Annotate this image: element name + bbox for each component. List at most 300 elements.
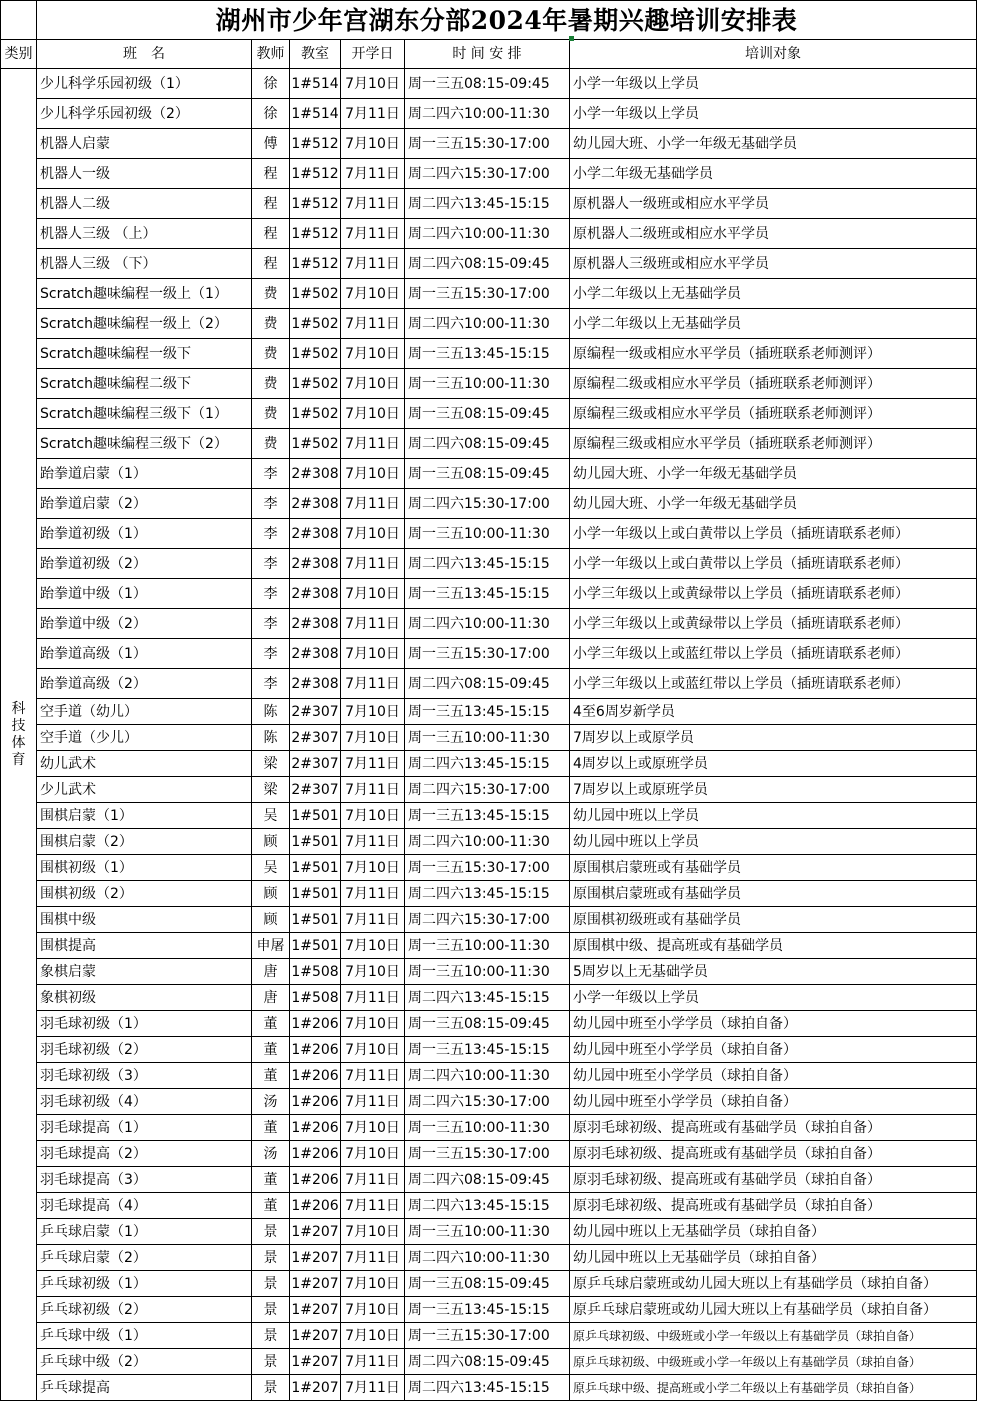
teacher-cell: 申屠 [252,933,290,959]
start-date-cell: 7月11日 [341,549,405,579]
teacher-cell: 徐 [252,99,290,129]
start-date-cell: 7月10日 [341,855,405,881]
start-date-cell: 7月11日 [341,429,405,459]
time-cell: 周一三五08:15-09:45 [405,1271,570,1297]
class-name-cell: 羽毛球提高（2） [37,1141,252,1167]
target-cell: 幼儿园中班以上学员 [570,829,977,855]
start-date-cell: 7月10日 [341,1037,405,1063]
start-date-cell: 7月10日 [341,129,405,159]
title-row [1,1,977,40]
class-name-cell: 乒乓球中级（2） [37,1349,252,1375]
table-row [1,881,977,907]
cell-comment-marker [569,36,574,41]
target-cell: 幼儿园大班、小学一年级无基础学员 [570,489,977,519]
class-name-cell: 象棋启蒙 [37,959,252,985]
table-row [1,803,977,829]
room-cell: 2#307 [290,751,341,777]
class-name-cell: 羽毛球初级（2） [37,1037,252,1063]
teacher-cell: 傅 [252,129,290,159]
table-row [1,1219,977,1245]
table-row [1,459,977,489]
target-cell: 原乒乓球初级、中级班或小学一年级以上有基础学员（球拍自备） [570,1323,977,1349]
target-cell: 小学二年级以上无基础学员 [570,309,977,339]
teacher-cell: 顾 [252,881,290,907]
teacher-cell: 吴 [252,803,290,829]
table-row [1,189,977,219]
room-cell: 2#308 [290,459,341,489]
room-cell: 1#512 [290,189,341,219]
target-cell: 幼儿园中班以上无基础学员（球拍自备） [570,1219,977,1245]
class-name-cell: 跆拳道中级（2） [37,609,252,639]
start-date-cell: 7月11日 [341,219,405,249]
class-name-cell: 机器人二级 [37,189,252,219]
time-cell: 周二四六13:45-15:15 [405,549,570,579]
time-cell: 周二四六08:15-09:45 [405,1167,570,1193]
time-cell: 周二四六13:45-15:15 [405,751,570,777]
start-date-cell: 7月10日 [341,1141,405,1167]
class-name-cell: 乒乓球中级（1） [37,1323,252,1349]
start-date-cell: 7月11日 [341,1167,405,1193]
room-cell: 1#502 [290,339,341,369]
time-cell: 周一三五08:15-09:45 [405,69,570,99]
teacher-cell: 景 [252,1297,290,1323]
time-cell: 周二四六10:00-11:30 [405,1245,570,1271]
start-date-cell: 7月11日 [341,1089,405,1115]
class-name-cell: 幼儿武术 [37,751,252,777]
teacher-cell: 程 [252,219,290,249]
table-row [1,159,977,189]
time-cell: 周二四六13:45-15:15 [405,189,570,219]
class-name-cell: Scratch趣味编程一级下 [37,339,252,369]
class-name-cell: 围棋初级（1） [37,855,252,881]
time-cell: 周二四六13:45-15:15 [405,1193,570,1219]
time-cell: 周二四六15:30-17:00 [405,489,570,519]
target-cell: 原羽毛球初级、提高班或有基础学员（球拍自备） [570,1115,977,1141]
teacher-cell: 吴 [252,855,290,881]
class-name-cell: 围棋启蒙（2） [37,829,252,855]
teacher-cell: 费 [252,309,290,339]
target-cell: 原乒乓球启蒙班或幼儿园大班以上有基础学员（球拍自备） [570,1271,977,1297]
header-start-date: 开学日 [341,40,405,69]
target-cell: 7周岁以上或原班学员 [570,777,977,803]
table-row [1,907,977,933]
table-row [1,489,977,519]
teacher-cell: 景 [252,1323,290,1349]
room-cell: 2#308 [290,519,341,549]
room-cell: 2#308 [290,639,341,669]
room-cell: 1#501 [290,829,341,855]
teacher-cell: 汤 [252,1089,290,1115]
class-name-cell: Scratch趣味编程三级下（2） [37,429,252,459]
room-cell: 1#206 [290,1141,341,1167]
time-cell: 周二四六10:00-11:30 [405,609,570,639]
table-row [1,69,977,99]
time-cell: 周二四六10:00-11:30 [405,829,570,855]
start-date-cell: 7月11日 [341,1193,405,1219]
target-cell: 幼儿园中班至小学学员（球拍自备） [570,1037,977,1063]
page-title: 湖州市少年宫湖东分部2024年暑期兴趣培训安排表 [37,1,977,40]
start-date-cell: 7月11日 [341,985,405,1011]
room-cell: 1#207 [290,1375,341,1401]
teacher-cell: 唐 [252,959,290,985]
teacher-cell: 唐 [252,985,290,1011]
teacher-cell: 董 [252,1193,290,1219]
room-cell: 1#508 [290,985,341,1011]
class-name-cell: 跆拳道中级（1） [37,579,252,609]
teacher-cell: 梁 [252,751,290,777]
class-name-cell: 少儿武术 [37,777,252,803]
table-row [1,1037,977,1063]
table-row [1,1297,977,1323]
start-date-cell: 7月11日 [341,751,405,777]
teacher-cell: 汤 [252,1141,290,1167]
room-cell: 1#206 [290,1089,341,1115]
table-row [1,549,977,579]
time-cell: 周二四六15:30-17:00 [405,159,570,189]
class-name-cell: Scratch趣味编程一级上（1） [37,279,252,309]
start-date-cell: 7月11日 [341,777,405,803]
class-name-cell: 乒乓球初级（2） [37,1297,252,1323]
start-date-cell: 7月10日 [341,519,405,549]
table-row [1,639,977,669]
start-date-cell: 7月10日 [341,1271,405,1297]
start-date-cell: 7月11日 [341,99,405,129]
class-name-cell: 围棋中级 [37,907,252,933]
time-cell: 周二四六15:30-17:00 [405,1089,570,1115]
target-cell: 幼儿园中班以上学员 [570,803,977,829]
room-cell: 2#308 [290,609,341,639]
table-row [1,855,977,881]
room-cell: 2#307 [290,725,341,751]
table-row [1,1141,977,1167]
start-date-cell: 7月10日 [341,959,405,985]
start-date-cell: 7月10日 [341,933,405,959]
table-row [1,1193,977,1219]
teacher-cell: 李 [252,609,290,639]
start-date-cell: 7月10日 [341,459,405,489]
teacher-cell: 费 [252,399,290,429]
table-row [1,1063,977,1089]
time-cell: 周一三五10:00-11:30 [405,369,570,399]
table-row [1,279,977,309]
target-cell: 原乒乓球启蒙班或幼儿园大班以上有基础学员（球拍自备） [570,1297,977,1323]
class-name-cell: 羽毛球初级（3） [37,1063,252,1089]
room-cell: 2#308 [290,549,341,579]
time-cell: 周二四六13:45-15:15 [405,985,570,1011]
teacher-cell: 景 [252,1219,290,1245]
class-name-cell: 乒乓球初级（1） [37,1271,252,1297]
class-name-cell: 空手道（少儿） [37,725,252,751]
target-cell: 幼儿园中班以上无基础学员（球拍自备） [570,1245,977,1271]
room-cell: 1#502 [290,399,341,429]
category-label: 科技体育 [11,700,26,768]
class-name-cell: 围棋初级（2） [37,881,252,907]
teacher-cell: 费 [252,369,290,399]
header-time: 时 间 安 排 [405,40,570,69]
time-cell: 周一三五13:45-15:15 [405,803,570,829]
target-cell: 7周岁以上或原学员 [570,725,977,751]
room-cell: 2#307 [290,777,341,803]
teacher-cell: 李 [252,489,290,519]
room-cell: 1#501 [290,933,341,959]
start-date-cell: 7月11日 [341,829,405,855]
class-name-cell: 跆拳道初级（1） [37,519,252,549]
room-cell: 1#502 [290,429,341,459]
time-cell: 周二四六10:00-11:30 [405,1063,570,1089]
table-row [1,751,977,777]
teacher-cell: 陈 [252,725,290,751]
teacher-cell: 程 [252,249,290,279]
time-cell: 周二四六08:15-09:45 [405,429,570,459]
time-cell: 周一三五13:45-15:15 [405,699,570,725]
teacher-cell: 程 [252,159,290,189]
class-name-cell: 跆拳道启蒙（1） [37,459,252,489]
start-date-cell: 7月11日 [341,609,405,639]
teacher-cell: 陈 [252,699,290,725]
target-cell: 小学二年级以上无基础学员 [570,279,977,309]
time-cell: 周二四六15:30-17:00 [405,777,570,803]
start-date-cell: 7月11日 [341,1245,405,1271]
table-row [1,99,977,129]
class-name-cell: 机器人启蒙 [37,129,252,159]
class-name-cell: 象棋初级 [37,985,252,1011]
room-cell: 2#308 [290,579,341,609]
class-name-cell: 跆拳道高级（1） [37,639,252,669]
room-cell: 1#207 [290,1349,341,1375]
room-cell: 1#207 [290,1297,341,1323]
table-row [1,777,977,803]
target-cell: 小学三年级以上或黄绿带以上学员（插班请联系老师） [570,579,977,609]
target-cell: 原围棋启蒙班或有基础学员 [570,855,977,881]
time-cell: 周一三五15:30-17:00 [405,1141,570,1167]
table-row [1,1245,977,1271]
start-date-cell: 7月11日 [341,1375,405,1401]
teacher-cell: 李 [252,459,290,489]
class-name-cell: 羽毛球提高（3） [37,1167,252,1193]
target-cell: 原围棋中级、提高班或有基础学员 [570,933,977,959]
time-cell: 周一三五15:30-17:00 [405,1323,570,1349]
table-row [1,669,977,699]
class-name-cell: 围棋提高 [37,933,252,959]
class-name-cell: 少儿科学乐园初级（1） [37,69,252,99]
target-cell: 原围棋初级班或有基础学员 [570,907,977,933]
target-cell: 幼儿园中班至小学学员（球拍自备） [570,1063,977,1089]
target-cell: 幼儿园中班至小学学员（球拍自备） [570,1011,977,1037]
teacher-cell: 董 [252,1115,290,1141]
room-cell: 1#514 [290,69,341,99]
class-name-cell: 跆拳道启蒙（2） [37,489,252,519]
target-cell: 小学三年级以上或黄绿带以上学员（插班请联系老师） [570,609,977,639]
start-date-cell: 7月10日 [341,339,405,369]
start-date-cell: 7月11日 [341,189,405,219]
start-date-cell: 7月10日 [341,279,405,309]
table-row [1,429,977,459]
table-row [1,959,977,985]
time-cell: 周二四六13:45-15:15 [405,1375,570,1401]
target-cell: 原围棋启蒙班或有基础学员 [570,881,977,907]
header-name: 班 名 [37,40,252,69]
room-cell: 1#502 [290,279,341,309]
time-cell: 周一三五13:45-15:15 [405,1037,570,1063]
teacher-cell: 费 [252,279,290,309]
start-date-cell: 7月11日 [341,881,405,907]
room-cell: 1#508 [290,959,341,985]
time-cell: 周一三五10:00-11:30 [405,959,570,985]
start-date-cell: 7月10日 [341,699,405,725]
teacher-cell: 董 [252,1037,290,1063]
class-name-cell: 跆拳道高级（2） [37,669,252,699]
teacher-cell: 李 [252,549,290,579]
start-date-cell: 7月10日 [341,69,405,99]
room-cell: 1#512 [290,159,341,189]
target-cell: 原编程二级或相应水平学员（插班联系老师测评） [570,369,977,399]
time-cell: 周一三五10:00-11:30 [405,519,570,549]
start-date-cell: 7月10日 [341,1323,405,1349]
room-cell: 1#207 [290,1245,341,1271]
teacher-cell: 李 [252,519,290,549]
target-cell: 幼儿园大班、小学一年级无基础学员 [570,459,977,489]
class-name-cell: 乒乓球启蒙（2） [37,1245,252,1271]
header-teacher: 教师 [252,40,290,69]
teacher-cell: 董 [252,1167,290,1193]
room-cell: 2#308 [290,489,341,519]
class-name-cell: Scratch趣味编程一级上（2） [37,309,252,339]
title-blank-cell [1,1,37,40]
room-cell: 1#502 [290,309,341,339]
table-row [1,1323,977,1349]
room-cell: 1#206 [290,1011,341,1037]
start-date-cell: 7月10日 [341,1219,405,1245]
room-cell: 1#501 [290,881,341,907]
teacher-cell: 董 [252,1063,290,1089]
table-row [1,1375,977,1401]
teacher-cell: 徐 [252,69,290,99]
start-date-cell: 7月11日 [341,669,405,699]
table-row [1,1089,977,1115]
time-cell: 周一三五13:45-15:15 [405,339,570,369]
table-row [1,129,977,159]
table-row [1,1349,977,1375]
table-row [1,249,977,279]
class-name-cell: 机器人三级 （上） [37,219,252,249]
header-category: 类别 [1,40,37,69]
class-name-cell: 机器人三级 （下） [37,249,252,279]
teacher-cell: 李 [252,579,290,609]
room-cell: 1#501 [290,855,341,881]
target-cell: 原机器人一级班或相应水平学员 [570,189,977,219]
start-date-cell: 7月10日 [341,579,405,609]
teacher-cell: 景 [252,1349,290,1375]
target-cell: 小学二年级无基础学员 [570,159,977,189]
start-date-cell: 7月10日 [341,1115,405,1141]
target-cell: 原编程三级或相应水平学员（插班联系老师测评） [570,429,977,459]
table-row [1,579,977,609]
room-cell: 1#512 [290,219,341,249]
time-cell: 周一三五13:45-15:15 [405,579,570,609]
table-row [1,609,977,639]
room-cell: 1#501 [290,907,341,933]
room-cell: 2#308 [290,669,341,699]
target-cell: 原编程一级或相应水平学员（插班联系老师测评） [570,339,977,369]
table-row [1,519,977,549]
start-date-cell: 7月10日 [341,1297,405,1323]
header-row [1,40,977,69]
room-cell: 1#512 [290,249,341,279]
room-cell: 1#207 [290,1219,341,1245]
time-cell: 周一三五10:00-11:30 [405,933,570,959]
time-cell: 周二四六15:30-17:00 [405,907,570,933]
target-cell: 原乒乓球初级、中级班或小学一年级以上有基础学员（球拍自备） [570,1349,977,1375]
time-cell: 周二四六08:15-09:45 [405,669,570,699]
target-cell: 小学三年级以上或蓝红带以上学员（插班请联系老师） [570,639,977,669]
target-cell: 幼儿园中班至小学学员（球拍自备） [570,1089,977,1115]
target-cell: 原羽毛球初级、提高班或有基础学员（球拍自备） [570,1193,977,1219]
class-name-cell: 少儿科学乐园初级（2） [37,99,252,129]
time-cell: 周一三五08:15-09:45 [405,1011,570,1037]
category-cell [1,69,37,1401]
target-cell: 4至6周岁新学员 [570,699,977,725]
room-cell: 1#502 [290,369,341,399]
teacher-cell: 李 [252,669,290,699]
teacher-cell: 费 [252,429,290,459]
time-cell: 周二四六10:00-11:30 [405,99,570,129]
start-date-cell: 7月10日 [341,639,405,669]
teacher-cell: 景 [252,1375,290,1401]
target-cell: 原机器人二级班或相应水平学员 [570,219,977,249]
table-row [1,933,977,959]
room-cell: 1#207 [290,1323,341,1349]
class-name-cell: 羽毛球初级（4） [37,1089,252,1115]
class-name-cell: Scratch趣味编程二级下 [37,369,252,399]
teacher-cell: 程 [252,189,290,219]
time-cell: 周一三五13:45-15:15 [405,1297,570,1323]
target-cell: 幼儿园大班、小学一年级无基础学员 [570,129,977,159]
table-row [1,725,977,751]
table-row [1,1115,977,1141]
time-cell: 周二四六10:00-11:30 [405,219,570,249]
class-name-cell: 羽毛球提高（4） [37,1193,252,1219]
class-name-cell: 围棋启蒙（1） [37,803,252,829]
start-date-cell: 7月11日 [341,1063,405,1089]
table-row [1,309,977,339]
time-cell: 周一三五15:30-17:00 [405,279,570,309]
header-room: 教室 [290,40,341,69]
teacher-cell: 董 [252,1011,290,1037]
class-name-cell: 跆拳道初级（2） [37,549,252,579]
start-date-cell: 7月11日 [341,249,405,279]
room-cell: 1#206 [290,1115,341,1141]
room-cell: 1#207 [290,1271,341,1297]
start-date-cell: 7月11日 [341,159,405,189]
teacher-cell: 李 [252,639,290,669]
start-date-cell: 7月11日 [341,309,405,339]
room-cell: 1#206 [290,1063,341,1089]
start-date-cell: 7月10日 [341,1011,405,1037]
time-cell: 周二四六10:00-11:30 [405,309,570,339]
class-name-cell: Scratch趣味编程三级下（1） [37,399,252,429]
target-cell: 5周岁以上无基础学员 [570,959,977,985]
class-name-cell: 乒乓球提高 [37,1375,252,1401]
time-cell: 周一三五08:15-09:45 [405,459,570,489]
teacher-cell: 费 [252,339,290,369]
time-cell: 周一三五15:30-17:00 [405,129,570,159]
teacher-cell: 景 [252,1245,290,1271]
teacher-cell: 梁 [252,777,290,803]
table-row [1,985,977,1011]
room-cell: 2#307 [290,699,341,725]
class-name-cell: 机器人一级 [37,159,252,189]
time-cell: 周一三五15:30-17:00 [405,639,570,669]
